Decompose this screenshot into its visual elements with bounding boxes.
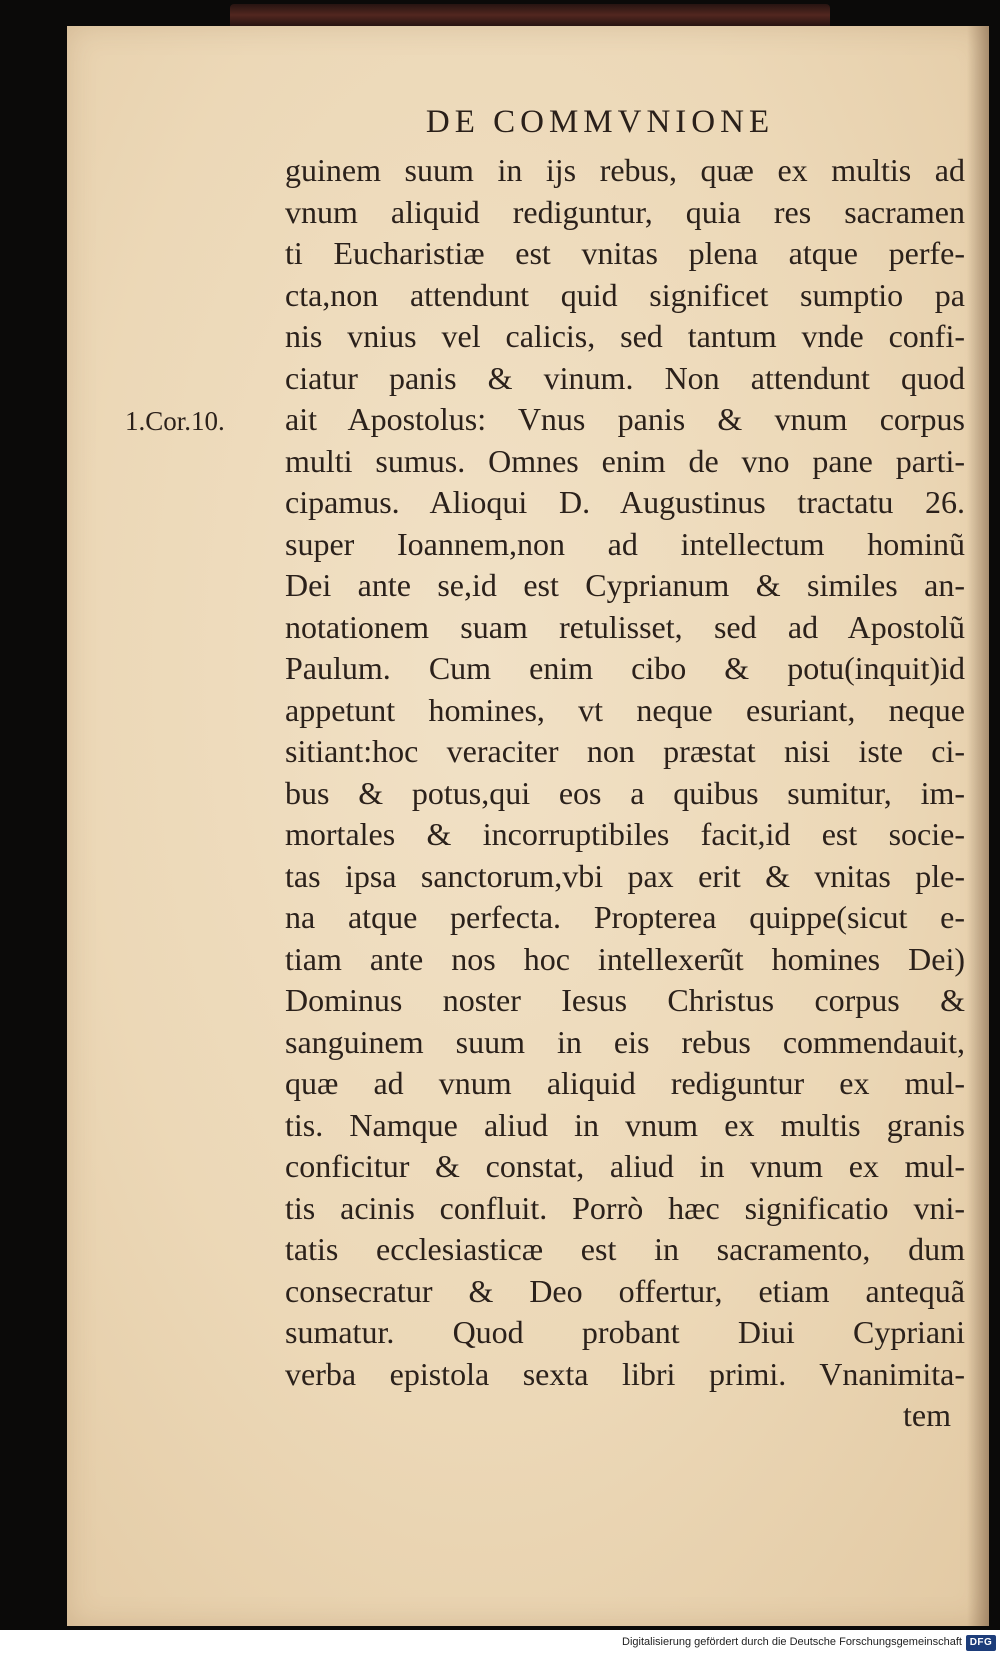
text-line: mortales & incorruptibiles facit,id est socie- (285, 816, 965, 852)
text-line: tiam ante nos hoc intellexerũt homines Dei) (285, 940, 965, 977)
footer-bar (0, 1630, 1000, 1658)
text-line: Dominus noster Iesus Christus corpus & (285, 982, 965, 1018)
text-line: consecratur & Deo offertur, etiam antequã (285, 1272, 965, 1309)
text-line: ciatur panis & vinum. Non attendunt quod (285, 359, 965, 396)
text-line: appetunt homines, vt neque esuriant, neque (285, 691, 965, 728)
page-top-edge (230, 4, 830, 26)
text-line: tatis ecclesiasticæ est in sacramento, dum (285, 1231, 965, 1267)
text-line: notationem suam retulisset, sed ad Apostolũ (285, 608, 965, 645)
dfg-logo-text: DFG (969, 1637, 993, 1648)
text-line: na atque perfecta. Propterea quippe(sicut e- (285, 899, 965, 935)
page-gutter-shadow (967, 26, 989, 1626)
text-line: sitiant:hoc veraciter non præstat nisi iste ci- (285, 733, 965, 769)
text-line: sumatur. Quod probant Diui Cypriani (285, 1314, 965, 1350)
text-line: Paulum. Cum enim cibo & potu(inquit)id (285, 650, 965, 686)
text-line: super Ioannem,non ad intellectum hominũ (285, 525, 965, 562)
text-line: sanguinem suum in eis rebus commendauit, (285, 1023, 965, 1060)
text-block (285, 150, 965, 1437)
text-line: multi sumus. Omnes enim de vno pane parti- (285, 442, 965, 479)
text-line: vnum aliquid rediguntur, quia res sacramen (285, 193, 965, 230)
funding-credit: Digitalisierung gefördert durch die Deutsche Forschungsgemeinschaft (622, 1636, 962, 1648)
text-line: quæ ad vnum aliquid rediguntur ex mul- (285, 1065, 965, 1101)
margin-note: 1.Cor.10. (125, 406, 225, 436)
text-line: conficitur & constat, aliud in vnum ex mul- (285, 1148, 965, 1184)
text-line: nis vnius vel calicis, sed tantum vnde confi- (285, 318, 965, 354)
text-line: cipamus. Alioqui D. Augustinus tractatu 26. (285, 484, 965, 520)
text-line: tis acinis confluit. Porrò hæc significatio vni- (285, 1189, 965, 1226)
text-line: cta,non attendunt quid significet sumptio pa (285, 276, 965, 313)
text-line: tas ipsa sanctorum,vbi pax erit & vnitas ple- (285, 857, 965, 894)
text-line: ait Apostolus: Vnus panis & vnum corpus (285, 401, 965, 437)
text-line: guinem suum in ijs rebus, quæ ex multis ad (285, 152, 965, 188)
running-head: DE COMMVNIONE (425, 104, 775, 140)
text-line: Dei ante se,id est Cyprianum & similes an- (285, 567, 965, 603)
text-line: verba epistola sexta libri primi. Vnanimita- (285, 1355, 965, 1392)
text-line: bus & potus,qui eos a quibus sumitur, im- (285, 774, 965, 811)
dfg-logo (966, 1635, 996, 1651)
text-line: tis. Namque aliud in vnum ex multis granis (285, 1106, 965, 1143)
text-line: ti Eucharistiæ est vnitas plena atque perfe- (285, 235, 965, 271)
catchword: tem (903, 1397, 951, 1433)
